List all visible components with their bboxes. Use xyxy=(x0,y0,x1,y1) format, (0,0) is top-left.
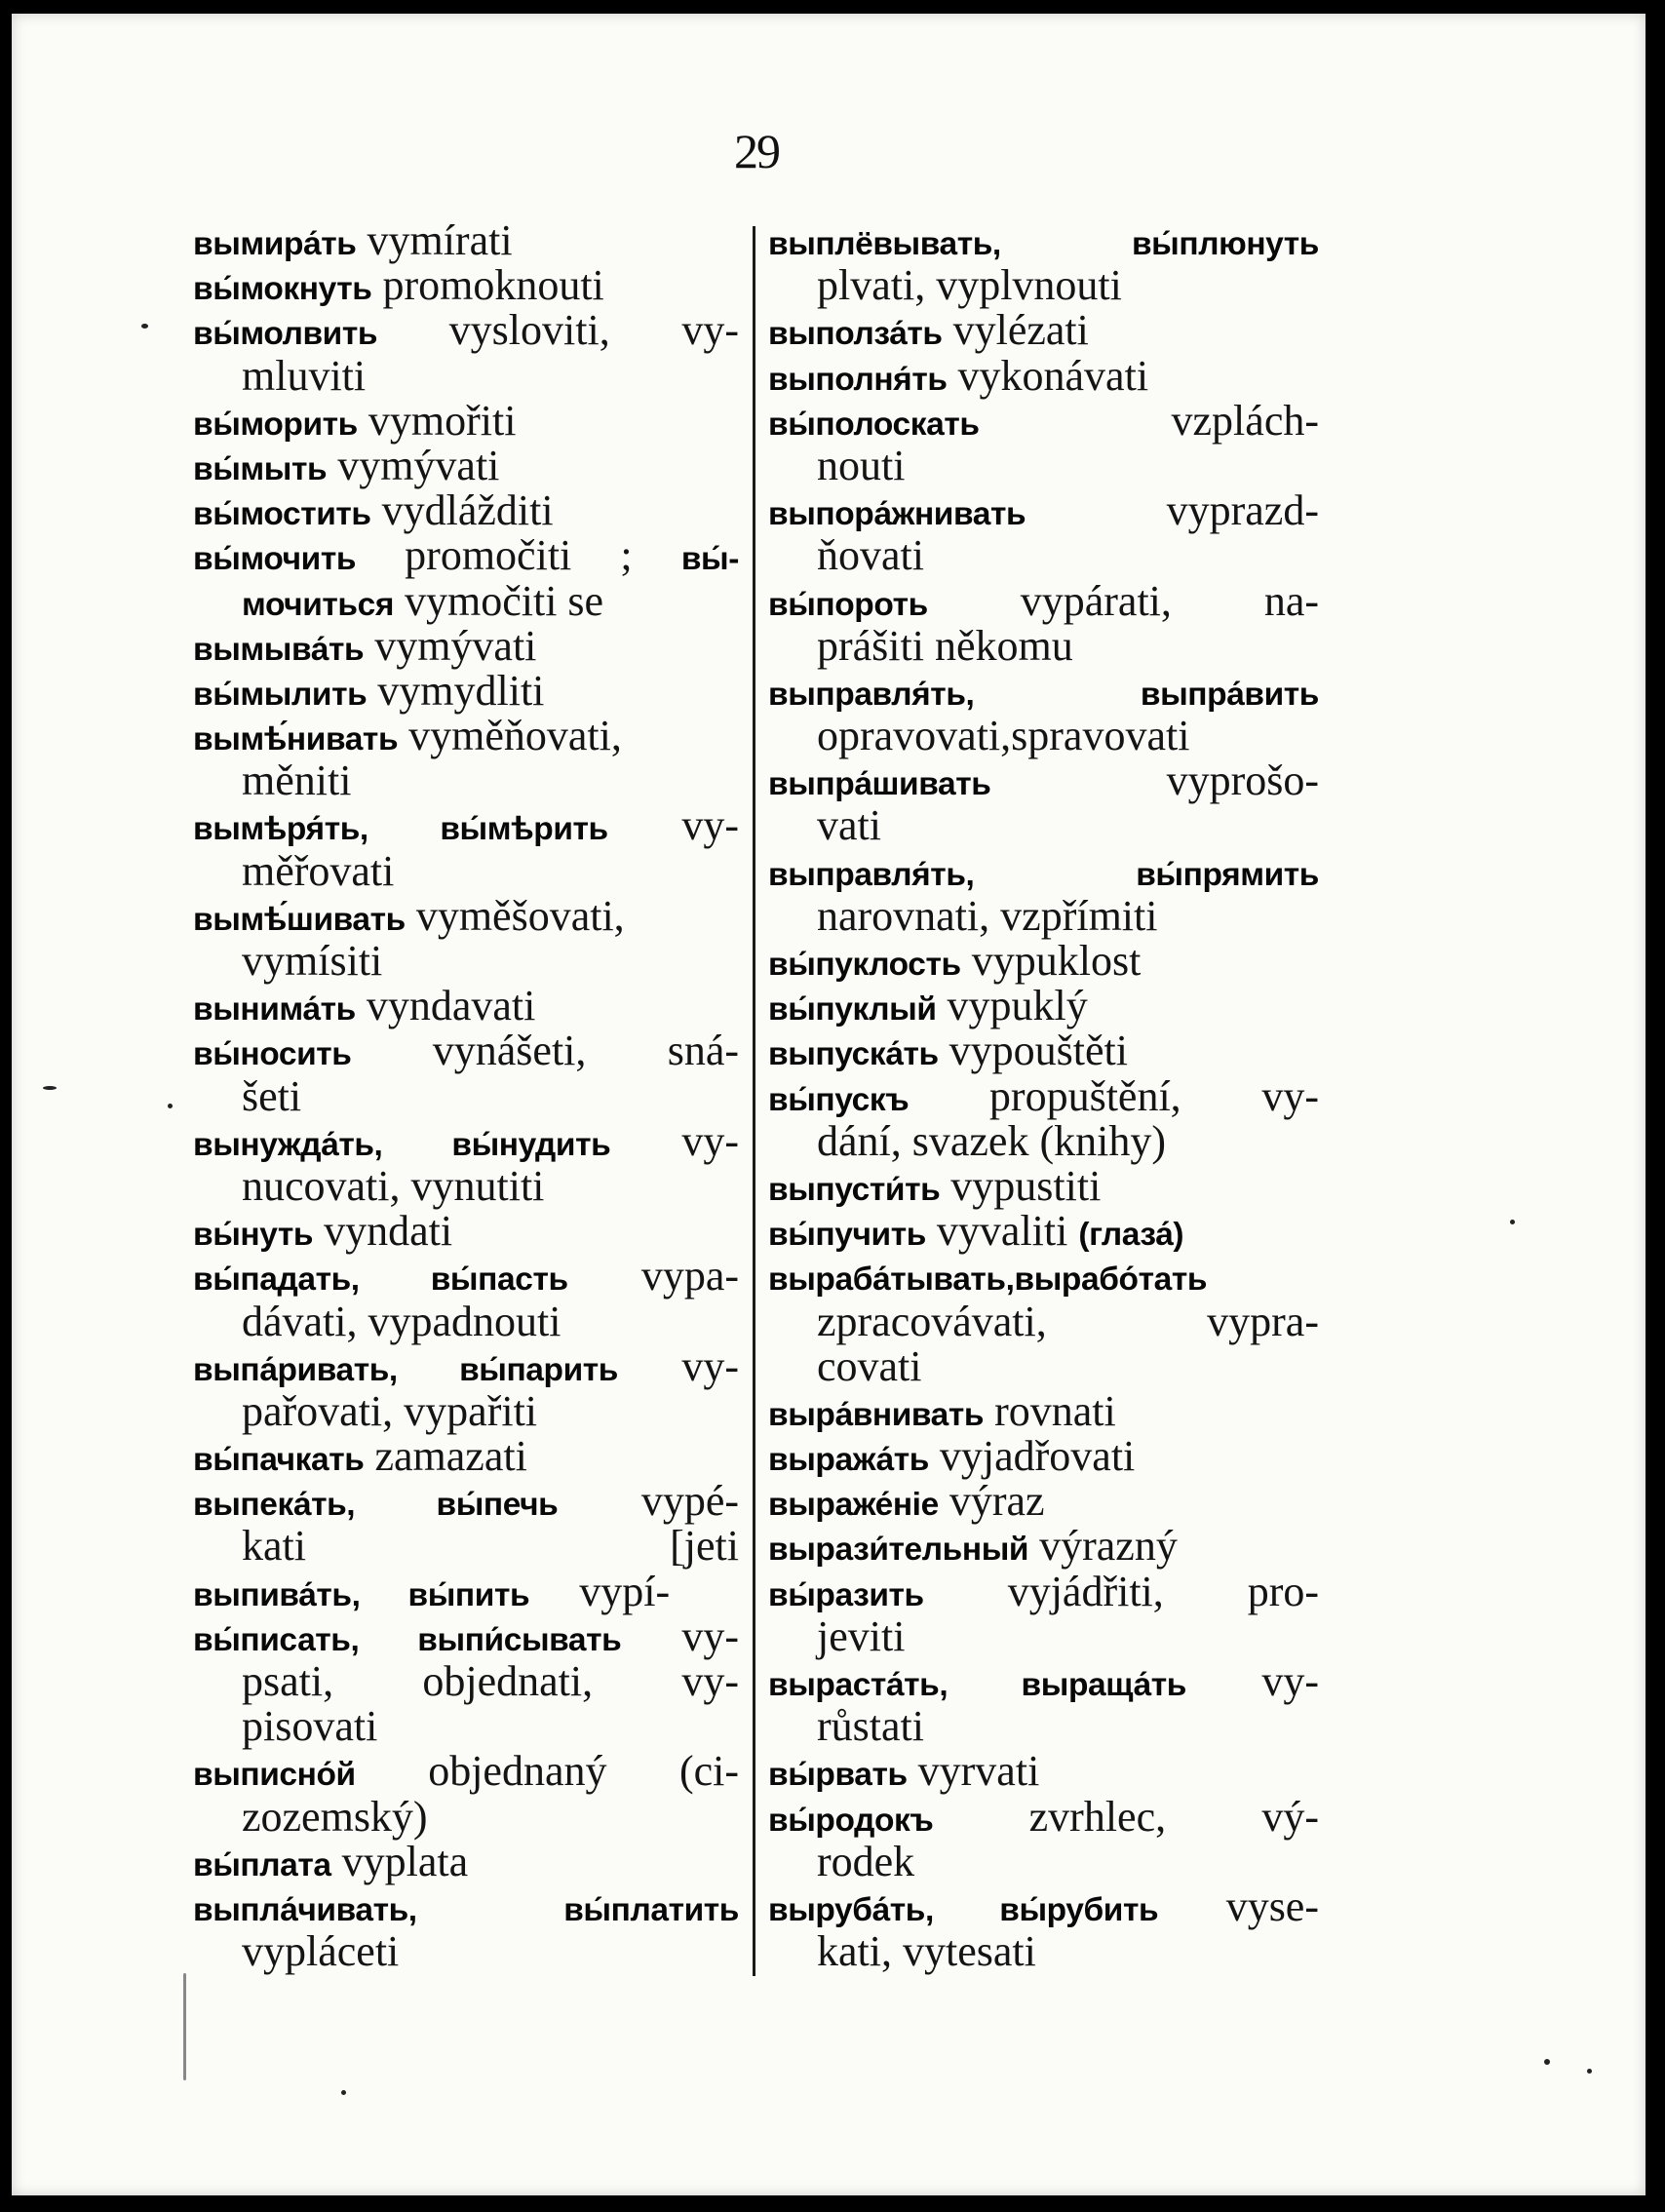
dictionary-entry-line xyxy=(768,1071,1319,1120)
translation: vy- xyxy=(607,801,739,850)
scan-speck xyxy=(1510,1220,1515,1224)
translation: vyměšovati, xyxy=(405,891,625,940)
translation: mluviti xyxy=(242,351,367,400)
translation: vyprošo- xyxy=(990,757,1319,805)
entry-continuation-line xyxy=(193,758,739,803)
headword: вымѣря́ть, вы́мѣрить xyxy=(193,811,608,848)
dictionary-entry-line xyxy=(193,1028,739,1073)
dictionary-entry-line xyxy=(768,488,1319,533)
entry-continuation-line xyxy=(193,351,739,400)
entry-continuation-line xyxy=(193,1161,739,1210)
headword: выписно́й xyxy=(193,1757,356,1794)
entry-continuation-line xyxy=(768,621,1319,670)
headword: вы́мыть xyxy=(193,450,328,487)
dictionary-entry-line xyxy=(193,533,739,578)
headword: выпа́ривать, вы́парить xyxy=(193,1351,618,1388)
translation: vyse- xyxy=(1158,1882,1319,1930)
translation: měniti xyxy=(242,757,352,805)
translation: měřovati xyxy=(242,846,395,895)
dictionary-entry-line xyxy=(193,1884,739,1929)
scan-speck xyxy=(43,1086,57,1090)
dictionary-entry-line xyxy=(193,1116,740,1165)
headword: вы́рвать xyxy=(768,1757,908,1794)
entry-continuation-line xyxy=(768,1341,1319,1390)
translation: psati, objednati, vy- xyxy=(242,1657,739,1705)
headword: выраже́нiе xyxy=(768,1487,939,1524)
translation: vati xyxy=(817,801,881,850)
headword: вы́пуклость xyxy=(768,947,961,983)
translation: narovnati, vzpřímiti xyxy=(817,891,1158,940)
entry-continuation-line xyxy=(768,1611,1319,1660)
headword: вы́мочить xyxy=(193,541,357,578)
translation: vymydliti xyxy=(367,666,545,715)
headword: вы́пускъ xyxy=(768,1081,910,1118)
translation: vyměňovati, xyxy=(398,712,622,760)
translation: nouti xyxy=(817,441,906,489)
translation: vymývati xyxy=(327,441,500,489)
translation: vykonávati xyxy=(947,351,1149,400)
dictionary-entry-line xyxy=(768,1479,1319,1524)
dictionary-entry-line xyxy=(768,939,1319,984)
dictionary-entry-line xyxy=(193,1837,739,1885)
translation: vzplách- xyxy=(979,396,1319,445)
entry-continuation-line xyxy=(193,576,739,625)
headword: вы́плюнуть xyxy=(1000,226,1319,262)
headword: выраста́ть, выраща́ть xyxy=(768,1667,1186,1703)
translation: pisovati xyxy=(242,1702,378,1751)
translation: vydlážditi xyxy=(370,486,554,535)
translation: vypa- xyxy=(567,1252,740,1300)
translation: dání, svazek (knihy) xyxy=(817,1116,1166,1165)
translation: vymírati xyxy=(356,216,513,264)
page-number: 29 xyxy=(734,124,779,178)
headword: вы́пуклый xyxy=(768,991,937,1028)
dictionary-entry-line xyxy=(768,984,1319,1028)
translation: vy- xyxy=(618,1341,739,1390)
scan-speck xyxy=(141,324,148,329)
dictionary-entry-line xyxy=(768,1209,1319,1254)
headword: выпека́ть, вы́печь xyxy=(193,1487,559,1524)
headword: вырази́тельный xyxy=(768,1532,1029,1569)
headword: вы́родокъ xyxy=(768,1802,934,1839)
translation: zozemský) xyxy=(242,1792,428,1841)
translation: vypustiti xyxy=(940,1161,1102,1210)
translation: promoknouti xyxy=(371,261,604,310)
translation: vy- xyxy=(621,1611,739,1660)
translation: výraz xyxy=(938,1477,1045,1526)
translation: prášiti někomu xyxy=(817,621,1073,670)
translation: vypuklý xyxy=(936,982,1088,1030)
dictionary-entry-line xyxy=(193,1341,739,1390)
translation: kati xyxy=(242,1522,306,1571)
translation: covati xyxy=(817,1341,922,1390)
translation: propuštění, vy- xyxy=(909,1071,1319,1120)
translation: objednaný (ci- xyxy=(355,1747,739,1796)
translation: vypé- xyxy=(558,1477,739,1526)
dictionary-entry-line xyxy=(768,758,1319,803)
dictionary-entry-line xyxy=(768,1161,1319,1210)
dictionary-entry-line xyxy=(768,1884,1319,1929)
headword: вы́разить xyxy=(768,1576,924,1613)
translation: vypláceti xyxy=(242,1927,400,1976)
translation: rodek xyxy=(817,1837,915,1885)
headword: выпива́ть, вы́пить xyxy=(193,1576,530,1613)
translation: vymořiti xyxy=(357,396,517,445)
entry-continuation-line xyxy=(768,441,1319,489)
translation: zpracovávati, vypra- xyxy=(817,1297,1319,1345)
dictionary-entry-line xyxy=(193,621,739,670)
dictionary-entry-line xyxy=(768,849,1319,894)
translation: vypuklost xyxy=(960,937,1142,985)
dictionary-entry-line xyxy=(193,441,739,489)
dictionary-page xyxy=(12,14,1646,2195)
dictionary-entry-line xyxy=(768,1749,1319,1794)
headword: выпра́шивать xyxy=(768,766,991,803)
scan-speck xyxy=(168,1104,173,1108)
headword: вымира́ть xyxy=(193,226,357,262)
headword: выплёвывать, xyxy=(768,226,1001,262)
headword: (глаза́) xyxy=(1078,1217,1184,1254)
dictionary-entry-line xyxy=(768,1254,1319,1299)
translation: kati, vytesati xyxy=(817,1927,1036,1976)
translation: vymývati xyxy=(364,621,537,670)
entry-continuation-line xyxy=(193,846,739,895)
headword: вы́пороть xyxy=(768,586,928,623)
translation: dávati, vypadnouti xyxy=(242,1297,561,1345)
headword: выража́ть xyxy=(768,1442,929,1479)
translation: nucovati, vynutiti xyxy=(242,1161,545,1210)
headword: вы́прямить xyxy=(974,856,1319,893)
entry-continuation-line xyxy=(768,1929,1319,1974)
headword: вы́морить xyxy=(193,406,358,443)
headword: вынима́ть xyxy=(193,991,356,1028)
translation-tail: [jeti xyxy=(670,1522,739,1571)
headword: вы́мылить xyxy=(193,676,368,713)
headword: вымыва́ть xyxy=(193,631,365,668)
translation: vyprazd- xyxy=(1026,486,1319,535)
headword: вынужда́ть, вы́нудить xyxy=(193,1126,611,1163)
translation: ňovati xyxy=(817,531,924,580)
dictionary-entry-line xyxy=(193,263,739,308)
translation: plvati, vyplvnouti xyxy=(817,261,1122,310)
dictionary-entry-line xyxy=(193,1611,739,1660)
scan-speck xyxy=(1544,2059,1550,2065)
headword: выраба́тывать,вырабо́тать xyxy=(768,1261,1208,1299)
dictionary-entry-line xyxy=(193,218,739,263)
entry-continuation-line xyxy=(768,1297,1319,1345)
translation: šeti xyxy=(242,1071,302,1120)
dictionary-entry-line xyxy=(768,1792,1319,1841)
scan-speck xyxy=(1587,2069,1592,2074)
headword: выправля́ть, xyxy=(768,676,975,713)
entry-continuation-line xyxy=(193,1792,739,1841)
dictionary-entry-line xyxy=(193,308,739,353)
headword: вы́пачкать xyxy=(193,1442,365,1479)
dictionary-entry-line xyxy=(768,1434,1319,1479)
translation: vyplata xyxy=(330,1837,469,1885)
entry-continuation-line xyxy=(193,939,739,984)
entry-continuation-line xyxy=(768,1837,1319,1885)
translation: vyrvati xyxy=(907,1747,1040,1796)
dictionary-entry-line xyxy=(193,1209,739,1254)
translation: vyvaliti xyxy=(925,1207,1079,1256)
headword: выпла́чивать, xyxy=(193,1891,417,1928)
entry-continuation-line xyxy=(193,1929,739,1974)
headword: вы́плата xyxy=(193,1846,331,1883)
dictionary-entry-line xyxy=(193,1254,739,1299)
dictionary-entry-line xyxy=(193,1567,739,1615)
translation: růstati xyxy=(817,1702,924,1751)
headword: мочиться xyxy=(242,586,394,623)
headword: выпра́вить xyxy=(974,676,1319,713)
headword: выпуска́ть xyxy=(768,1036,939,1073)
entry-continuation-line xyxy=(193,1071,739,1120)
dictionary-entry-line xyxy=(768,1567,1319,1615)
translation: vyndavati xyxy=(355,982,536,1030)
entry-continuation-line xyxy=(768,263,1319,308)
dictionary-entry-line xyxy=(768,1028,1319,1073)
entry-continuation-line xyxy=(768,533,1319,578)
translation: vy- xyxy=(1185,1657,1319,1705)
entry-continuation-line xyxy=(768,891,1319,940)
translation: promočiti ; xyxy=(356,531,681,580)
dictionary-entry-line xyxy=(193,803,739,848)
translation: vypárati, na- xyxy=(927,576,1319,625)
translation: rovnati xyxy=(984,1386,1116,1435)
translation: vyjádřiti, pro- xyxy=(923,1567,1319,1615)
dictionary-entry-line xyxy=(193,1749,739,1794)
headword: вы́- xyxy=(680,541,739,578)
dictionary-entry-line xyxy=(768,351,1319,400)
headword: выра́внивать xyxy=(768,1396,985,1433)
translation: vylézati xyxy=(942,306,1089,355)
dictionary-entry-line xyxy=(193,891,739,940)
headword: вы́писать, выпи́сывать xyxy=(193,1621,622,1658)
entry-continuation-line xyxy=(193,1386,739,1435)
headword: вы́падать, вы́пасть xyxy=(193,1261,568,1299)
dictionary-entry-line xyxy=(768,669,1319,714)
translation: pařovati, vypařiti xyxy=(242,1386,538,1435)
headword: вы́пучить xyxy=(768,1217,926,1254)
headword: вы́молвить xyxy=(193,316,378,353)
translation: zvrhlec, vý- xyxy=(933,1792,1319,1841)
dictionary-entry-line xyxy=(193,488,739,533)
headword: выпусти́ть xyxy=(768,1171,941,1208)
translation: vymočiti se xyxy=(394,576,604,625)
dictionary-entry-line xyxy=(768,218,1319,263)
headword: вы́полоскать xyxy=(768,406,980,443)
translation: zamazati xyxy=(364,1432,527,1481)
translation: vypí- xyxy=(529,1567,671,1615)
left-column xyxy=(193,218,739,1974)
translation: opravovati,spravovati xyxy=(817,712,1190,760)
dictionary-entry-line xyxy=(193,1434,739,1479)
headword: вы́мостить xyxy=(193,496,371,533)
dictionary-entry-line xyxy=(193,984,739,1028)
scan-speck xyxy=(341,2090,346,2095)
headword: вымѣ́шивать xyxy=(193,901,406,938)
headword: вы́платить xyxy=(416,1891,739,1928)
dictionary-entry-line xyxy=(768,308,1319,353)
dictionary-entry-line xyxy=(768,1386,1319,1435)
translation: vy- xyxy=(610,1116,740,1165)
entry-continuation-line xyxy=(768,714,1319,758)
headword: вы́нуть xyxy=(193,1217,314,1254)
entry-continuation-line xyxy=(193,1297,739,1345)
dictionary-entry-line xyxy=(193,1479,739,1524)
entry-continuation-line xyxy=(768,1116,1319,1165)
headword: вы́носить xyxy=(193,1036,352,1073)
translation: vypouštěti xyxy=(938,1027,1128,1075)
entry-continuation-line xyxy=(768,1704,1319,1749)
dictionary-entry-line xyxy=(193,396,739,445)
dictionary-entry-line xyxy=(768,396,1319,445)
translation: vysloviti, vy- xyxy=(377,306,739,355)
headword: выпора́жнивать xyxy=(768,496,1026,533)
entry-continuation-line xyxy=(193,1524,739,1569)
dictionary-entry-line xyxy=(193,666,739,715)
headword: выполня́ть xyxy=(768,361,948,398)
translation: vymísiti xyxy=(242,937,383,985)
headword: выруба́ть, вы́рубить xyxy=(768,1891,1159,1928)
translation: vyjadřovati xyxy=(928,1432,1136,1481)
headword: вы́мокнуть xyxy=(193,271,372,308)
translation: vyndati xyxy=(313,1207,453,1256)
translation: výrazný xyxy=(1028,1522,1178,1571)
dictionary-entry-line xyxy=(768,1659,1319,1704)
headword: выполза́ть xyxy=(768,316,943,353)
dictionary-entry-line xyxy=(768,1524,1319,1569)
translation: jeviti xyxy=(817,1611,906,1660)
column-divider xyxy=(753,226,755,1976)
headword: выправля́ть, xyxy=(768,856,975,893)
right-column xyxy=(768,218,1319,1974)
translation: vynášeti, sná- xyxy=(351,1027,739,1075)
entry-continuation-line xyxy=(768,803,1319,848)
dictionary-entry-line xyxy=(193,714,739,758)
entry-continuation-line xyxy=(193,1659,739,1704)
entry-continuation-line xyxy=(193,1704,739,1749)
scan-speck xyxy=(183,1973,186,2080)
dictionary-entry-line xyxy=(768,576,1319,625)
headword: вымѣ́нивать xyxy=(193,721,399,758)
